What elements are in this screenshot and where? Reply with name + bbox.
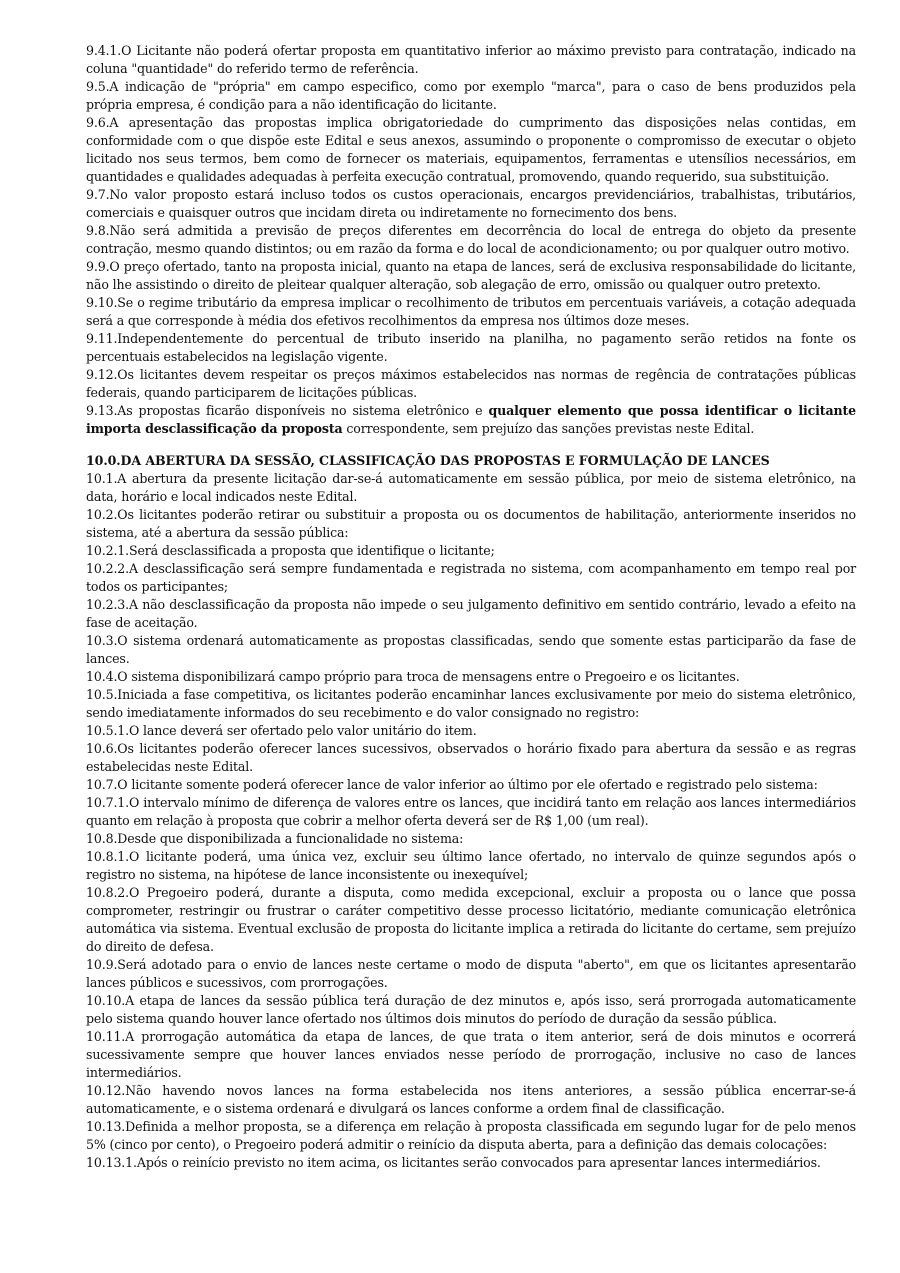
paragraph-10-7: 10.7.O licitante somente poderá oferecer lance de valor inferior ao último por ele ofertado e registrado pelo sistema:: [86, 777, 818, 792]
paragraph-10-11: 10.11.A prorrogação automática da etapa de lances, de que trata o item anterior, será de dois minutos e ocorrerá sucessivamente sempre que houver lances enviados nesse período de prorrogação, inclusive no caso de lances intermediários.: [86, 1029, 856, 1080]
paragraph-10-1: 10.1.A abertura da presente licitação dar-se-á automaticamente em sessão pública, por meio de sistema eletrônico, na data, horário e local indicados neste Edital.: [86, 471, 856, 504]
paragraph-10-13: 10.13.Definida a melhor proposta, se a diferença em relação à proposta classificada em segundo lugar for de pelo menos 5% (cinco por cento), o Pregoeiro poderá admitir o reinício da disputa aberta, para a definição das demais colocações:: [86, 1119, 856, 1152]
paragraph-10-5-1: 10.5.1.O lance deverá ser ofertado pelo valor unitário do item.: [86, 723, 477, 738]
paragraph-9-13-bold: qualquer elemento que possa identificar o licitante importa desclassificação da proposta: [86, 403, 857, 436]
paragraph-10-8: 10.8.Desde que disponibilizada a funcionalidade no sistema:: [86, 831, 464, 846]
section-10-paragraphs: [86, 470, 856, 1172]
paragraph-9-13-tail: correspondente, sem prejuízo das sanções previstas neste Edital.: [342, 421, 755, 436]
paragraph-9-6: 9.6.A apresentação das propostas implica obrigatoriedade do cumprimento das disposições nelas contidas, em conformidade com o que dispõe este Edital e seus anexos, assumindo o proponente o compromisso de executar o objeto licitado nos seus termos, bem como de fornecer os materiais, equipamentos, ferramentas e utensílios necessários, em quantidades e qualidades adequadas à perfeita execução contratual, promovendo, quando requerido, sua substituição.: [86, 115, 856, 184]
paragraph-9-13: [86, 402, 856, 438]
paragraph-9-4-1: 9.4.1.O Licitante não poderá ofertar proposta em quantitativo inferior ao máximo previsto para contratação, indicado na coluna "quantidade" do referido termo de referência.: [86, 43, 856, 76]
paragraph-10-3: 10.3.O sistema ordenará automaticamente as propostas classificadas, sendo que somente estas participarão da fase de lances.: [86, 633, 856, 666]
paragraph-10-12: 10.12.Não havendo novos lances na forma estabelecida nos itens anteriores, a sessão pública encerrar-se-á automaticamente, e o sistema ordenará e divulgará os lances conforme a ordem final de classificação.: [86, 1083, 856, 1116]
paragraph-10-2-2: 10.2.2.A desclassificação será sempre fundamentada e registrada no sistema, com acompanhamento em tempo real por todos os participantes;: [86, 561, 856, 594]
paragraph-9-11: 9.11.Independentemente do percentual de tributo inserido na planilha, no pagamento serão retidos na fonte os percentuais estabelecidos na legislação vigente.: [86, 331, 856, 364]
paragraph-10-6: 10.6.Os licitantes poderão oferecer lances sucessivos, observados o horário fixado para abertura da sessão e as regras estabelecidas neste Edital.: [86, 741, 856, 774]
paragraph-10-8-1: 10.8.1.O licitante poderá, uma única vez, excluir seu último lance ofertado, no intervalo de quinze segundos após o registro no sistema, na hipótese de lance inconsistente ou inexequível;: [86, 849, 856, 882]
paragraph-10-9: 10.9.Será adotado para o envio de lances neste certame o modo de disputa "aberto", em que os licitantes apresentarão lances públicos e sucessivos, com prorrogações.: [86, 957, 856, 990]
paragraph-10-10: 10.10.A etapa de lances da sessão pública terá duração de dez minutos e, após isso, será prorrogada automaticamente pelo sistema quando houver lance ofertado nos últimos dois minutos do período de duração da sessão pública.: [86, 993, 856, 1026]
paragraph-10-2-1: 10.2.1.Será desclassificada a proposta que identifique o licitante;: [86, 543, 495, 558]
paragraph-9-12: 9.12.Os licitantes devem respeitar os preços máximos estabelecidos nas normas de regência de contratações públicas federais, quando participarem de licitações públicas.: [86, 367, 856, 400]
paragraph-9-7: 9.7.No valor proposto estará incluso todos os custos operacionais, encargos previdenciários, trabalhistas, tributários, comerciais e quaisquer outros que incidam direta ou indiretamente no fornecimento dos bens.: [86, 187, 856, 220]
paragraph-9-13-lead: 9.13.As propostas ficarão disponíveis no sistema eletrônico e: [86, 403, 489, 418]
paragraph-10-2: 10.2.Os licitantes poderão retirar ou substituir a proposta ou os documentos de habilitação, anteriormente inseridos no sistema, até a abertura da sessão pública:: [86, 507, 856, 540]
paragraph-9-5: 9.5.A indicação de "própria" em campo especifico, como por exemplo "marca", para o caso de bens produzidos pela própria empresa, é condição para a não identificação do licitante.: [86, 79, 856, 112]
section-10-heading: 10.0.DA ABERTURA DA SESSÃO, CLASSIFICAÇÃO DAS PROPOSTAS E FORMULAÇÃO DE LANCES: [86, 453, 770, 468]
paragraph-10-2-3: 10.2.3.A não desclassificação da proposta não impede o seu julgamento definitivo em sentido contrário, levado a efeito na fase de aceitação.: [86, 597, 856, 630]
paragraph-9-8: 9.8.Não será admitida a previsão de preços diferentes em decorrência do local de entrega do objeto da presente contração, mesmo quando distintos; ou em razão da forma e do local de acondicionamento; ou por qualquer outro motivo.: [86, 223, 856, 256]
paragraph-10-7-1: 10.7.1.O intervalo mínimo de diferença de valores entre os lances, que incidirá tanto em relação aos lances intermediários quanto em relação à proposta que cobrir a melhor oferta deverá ser de R$ 1,00 (um real).: [86, 795, 856, 828]
paragraph-10-13-1: 10.13.1.Após o reinício previsto no item acima, os licitantes serão convocados para apresentar lances intermediários.: [86, 1155, 821, 1170]
paragraph-10-4: 10.4.O sistema disponibilizará campo próprio para troca de mensagens entre o Pregoeiro e os licitantes.: [86, 669, 740, 684]
section-9-paragraphs: [86, 42, 856, 402]
paragraph-10-5: 10.5.Iniciada a fase competitiva, os licitantes poderão encaminhar lances exclusivamente por meio do sistema eletrônico, sendo imediatamente informados do seu recebimento e do valor consignado no registro:: [86, 687, 856, 720]
paragraph-9-10: 9.10.Se o regime tributário da empresa implicar o recolhimento de tributos em percentuais variáveis, a cotação adequada será a que corresponde à média dos efetivos recolhimentos da empresa nos últimos doze meses.: [86, 295, 856, 328]
paragraph-10-8-2: 10.8.2.O Pregoeiro poderá, durante a disputa, como medida excepcional, excluir a proposta ou o lance que possa comprometer, restringir ou frustrar o caráter competitivo desse processo licitatório, mediante comunicação eletrônica automática via sistema. Eventual exclusão de proposta do licitante implica a retirada do licitante do certame, sem prejuízo do direito de defesa.: [86, 885, 856, 954]
paragraph-9-9: 9.9.O preço ofertado, tanto na proposta inicial, quanto na etapa de lances, será de exclusiva responsabilidade do licitante, não lhe assistindo o direito de pleitear qualquer alteração, sob alegação de erro, omissão ou qualquer outro pretexto.: [86, 259, 856, 292]
